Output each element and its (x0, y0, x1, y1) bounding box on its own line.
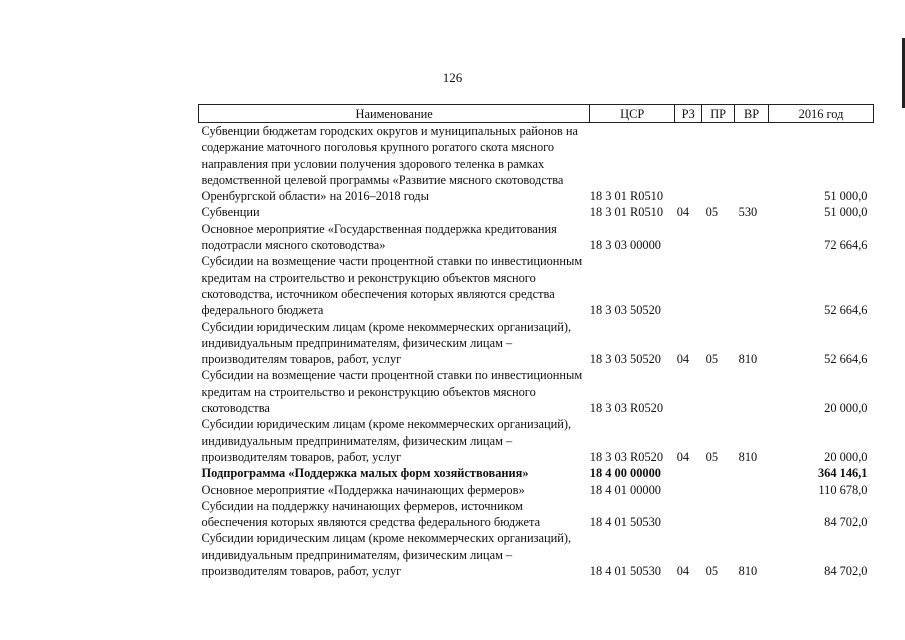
row-amount: 84 702,0 (824, 515, 868, 530)
row-rz (675, 498, 702, 531)
table-row (199, 319, 874, 368)
table-body (199, 123, 874, 580)
row-csr: 18 3 03 50520 (589, 352, 661, 367)
row-vr: 530 (738, 205, 758, 220)
table-row (199, 221, 874, 254)
table-row (199, 253, 874, 318)
table-row (199, 416, 874, 465)
row-csr: 18 3 01 R0510 (589, 205, 664, 220)
row-vr (735, 123, 769, 205)
row-csr: 18 4 01 50530 (589, 515, 661, 530)
table-row (199, 367, 874, 416)
table-row (199, 204, 874, 220)
row-pr: 05 (705, 352, 719, 367)
row-amount: 84 702,0 (824, 564, 868, 579)
header-year: 2016 год (769, 105, 874, 123)
row-name: Субсидии юридическим лицам (кроме некоммерческих организаций), индивидуальным предпринимателям, физическим лицам – производителям товаров, работ, услуг (201, 531, 572, 579)
row-rz: 04 (676, 449, 690, 464)
row-name: Субвенции (201, 205, 260, 220)
page-number: 126 (442, 70, 463, 85)
row-pr: 05 (705, 564, 719, 579)
row-rz (675, 123, 702, 205)
row-vr: 810 (738, 352, 758, 367)
table-row (199, 465, 874, 481)
row-name: Субсидии на возмещение части процентной ставки по инвестиционным кредитам на строительство и реконструкцию объектов мясного скотоводства (201, 368, 583, 416)
budget-table (198, 104, 874, 579)
header-pr: ПР (702, 105, 735, 123)
row-csr: 18 3 03 50520 (589, 303, 661, 318)
header-csr: ЦСР (590, 105, 675, 123)
row-vr (735, 253, 769, 318)
row-rz (675, 465, 702, 481)
row-vr (735, 482, 769, 498)
row-name: Субвенции бюджетам городских округов и муниципальных районов на содержание маточного поголовья крупного рогатого скота мясного направления при условии получения здорового теленка в рамках ведомственной целевой программы «Развитие мясного скотоводства Оренбургской области» на 2016–2018 годы (201, 124, 578, 204)
row-amount: 52 664,6 (824, 303, 868, 318)
row-rz (675, 253, 702, 318)
table-row (199, 498, 874, 531)
row-rz (675, 482, 702, 498)
row-name: Основное мероприятие «Государственная поддержка кредитования подотрасли мясного скотоводства» (201, 221, 557, 253)
header-name: Наименование (199, 105, 590, 123)
row-amount: 52 664,6 (824, 352, 868, 367)
row-csr: 18 3 01 R0510 (589, 189, 664, 204)
row-csr: 18 3 03 00000 (589, 238, 661, 253)
row-csr: 18 4 01 50530 (589, 564, 661, 579)
row-pr (702, 367, 735, 416)
row-amount: 51 000,0 (824, 205, 868, 220)
header-rz: РЗ (675, 105, 702, 123)
row-rz: 04 (676, 564, 690, 579)
row-name: Субсидии юридическим лицам (кроме некоммерческих организаций), индивидуальным предпринимателям, физическим лицам – производителям товаров, работ, услуг (201, 417, 572, 464)
row-name: Подпрограмма «Поддержка малых форм хозяйствования» (201, 466, 529, 481)
table-header-row (199, 105, 874, 123)
row-pr (702, 482, 735, 498)
row-amount: 51 000,0 (824, 189, 868, 204)
row-amount: 110 678,0 (818, 482, 868, 497)
row-pr: 05 (705, 449, 719, 464)
row-amount: 364 146,1 (817, 466, 868, 481)
row-csr: 18 4 01 00000 (589, 482, 661, 497)
row-rz: 04 (676, 352, 690, 367)
row-rz: 04 (676, 205, 690, 220)
row-pr (702, 465, 735, 481)
row-csr: 18 4 00 00000 (589, 466, 661, 481)
row-rz (675, 221, 702, 254)
row-pr (702, 221, 735, 254)
row-pr: 05 (705, 205, 719, 220)
table-row (199, 482, 874, 498)
row-vr (735, 465, 769, 481)
row-amount: 72 664,6 (824, 238, 868, 253)
row-pr (702, 498, 735, 531)
row-name: Субсидии на поддержку начинающих фермеров, источником обеспечения которых являются средства федерального бюджета (201, 498, 541, 530)
row-vr (735, 498, 769, 531)
row-name: Основное мероприятие «Поддержка начинающих фермеров» (201, 482, 525, 497)
row-amount: 20 000,0 (824, 401, 868, 416)
table-row (199, 530, 874, 579)
row-rz (675, 367, 702, 416)
row-pr (702, 123, 735, 205)
row-csr: 18 3 03 R0520 (589, 449, 664, 464)
row-name: Субсидии юридическим лицам (кроме некоммерческих организаций), индивидуальным предпринимателям, физическим лицам – производителям товаров, работ, услуг (201, 319, 572, 367)
header-vr: ВР (735, 105, 769, 123)
row-vr (735, 221, 769, 254)
row-vr (735, 367, 769, 416)
row-vr: 810 (738, 564, 758, 579)
row-csr: 18 3 03 R0520 (589, 401, 664, 416)
row-name: Субсидии на возмещение части процентной ставки по инвестиционным кредитам на строительство и реконструкцию объектов мясного скотоводства, источником обеспечения которых являются средства федерального бюджета (201, 254, 583, 318)
row-vr: 810 (738, 449, 758, 464)
row-amount: 20 000,0 (824, 449, 868, 464)
table-row (199, 123, 874, 205)
row-pr (702, 253, 735, 318)
